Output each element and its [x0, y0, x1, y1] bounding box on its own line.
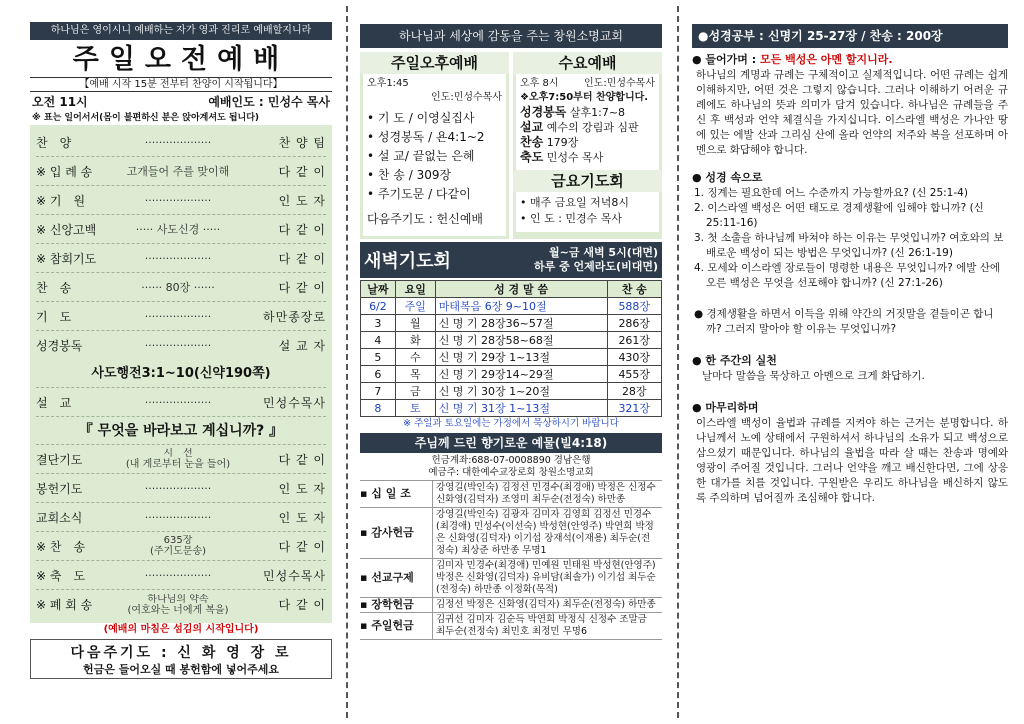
sunday-afternoon-item: • 찬 송 / 309장 — [367, 168, 452, 182]
offering-row — [360, 559, 662, 598]
order-detail — [100, 448, 256, 470]
wednesday-time: 오후 8시 — [520, 78, 559, 89]
service-time-row — [30, 94, 332, 111]
wednesday-item-value: 179장 — [546, 136, 579, 149]
table-cell: 430장 — [607, 349, 662, 366]
order-row — [36, 128, 326, 157]
wednesday-item-value: 살후1:7~8 — [569, 106, 626, 119]
table-cell: 신 명 기 29장 1~13절 — [435, 349, 607, 366]
order-person: 다 같 이 — [278, 280, 326, 295]
wednesday-item-value: 민성수 목사 — [546, 151, 604, 164]
study-banner: ●성경공부 : 신명기 25-27장 / 찬송 : 200장 — [692, 24, 1008, 48]
offering-instruction: 헌금은 들어오실 때 봉헌함에 넣어주세요 — [83, 663, 279, 676]
order-dots: ··················· — [144, 395, 212, 409]
intro-heading — [692, 52, 1008, 68]
bible-study-column — [692, 0, 1008, 724]
service-time: 오전 11시 — [32, 95, 88, 109]
table-row — [361, 400, 662, 417]
table-row — [361, 332, 662, 349]
order-row — [36, 157, 326, 186]
sunday-afternoon-next: 다음주기도 : 헌신예배 — [367, 212, 484, 226]
order-row — [36, 215, 326, 244]
order-detail-main: 시 선 — [163, 448, 193, 459]
week-practice-text: 날마다 말씀을 묵상하고 아멘으로 크게 화답하기. — [702, 370, 925, 382]
table-cell: 수 — [395, 349, 435, 366]
wednesday-item — [520, 135, 655, 150]
order-person: 다 같 이 — [278, 164, 326, 179]
table-row — [361, 349, 662, 366]
order-row — [36, 445, 326, 474]
order-person: 하만종장로 — [263, 309, 326, 324]
offering-label: ▪ 주일헌금 — [360, 619, 414, 632]
offering-names: 강영길(박인숙) 김정선 민경수(최경애) 박정은 신정수 신화영(김덕자) 조영미 최두순(전정숙) 하만종 — [432, 481, 662, 507]
next-prayer-leader: 다음주기도 : 신 화 영 장 로 — [70, 645, 292, 661]
order-row — [36, 244, 326, 273]
sunday-afternoon-time: 오후1:45 — [367, 78, 409, 89]
wednesday-item-key: 설교 — [520, 120, 544, 134]
closing-text: 이스라엘 백성이 율법과 규례를 지켜야 하는 근거는 분명합니다. 하나님께서 노예 상태에서 구원하셔서 하나님의 소유가 되고 백성으로 삼으셨기 때문입니다. 하나님의 율법을 따라 살 때는 찬송과 명예와 영광이 주어질 것입니다. 그러나 언약을 깨고 배신한다면, 그에 상응한 대가를 치를 것입니다. 구원받은 우리도 하나님을 배신하지 않도록 주의하며 넘어질까 조심해야 합니다. — [696, 417, 1008, 504]
order-label: 설 교 — [36, 395, 72, 410]
wednesday-item-key: 찬송 — [520, 135, 544, 149]
table-row — [361, 298, 662, 315]
wednesday-item — [520, 105, 655, 120]
table-row — [361, 315, 662, 332]
order-person: 민성수목사 — [263, 568, 326, 583]
study-question: 1. 징계는 필요한데 어느 수준까지 가능할까요? (신 25:1-4) — [694, 187, 968, 199]
order-label: 성경봉독 — [36, 339, 83, 353]
order-person: 민성수목사 — [263, 395, 326, 410]
order-label: 기 도 — [36, 309, 72, 324]
offering-label: ▪ 장학헌금 — [360, 598, 414, 611]
order-dots: ··················· — [144, 339, 212, 352]
table-cell: 신 명 기 30장 1~20절 — [435, 383, 607, 400]
order-person: 인 도 자 — [278, 193, 326, 208]
study-question: 4. 모세와 이스라엘 장로들이 명령한 내용은 무엇입니까? 에발 산에 오른 백성은 무엇을 선포해야 합니까? (신 27:1-26) — [694, 262, 1001, 289]
order-detail-main: 635장 — [163, 535, 193, 546]
closing-heading: ● 마무리하며 — [692, 401, 759, 414]
order-person: 찬 양 팀 — [278, 135, 326, 150]
order-dots: ··················· — [144, 309, 212, 323]
week-practice-heading: ● 한 주간의 실천 — [692, 354, 777, 367]
wednesday-box — [513, 52, 662, 239]
table-cell: 신 명 기 31장 1~13절 — [435, 400, 607, 417]
table-cell: 주일 — [395, 298, 435, 315]
sunday-afternoon-item: • 기 도 / 이영실집사 — [367, 111, 475, 125]
intro-text: 하나님의 계명과 규례는 구체적이고 실제적입니다. 어떤 규례는 쉽게 이해하지만, 어떤 것은 그렇지 않습니다. 그러나 이해하기 어려운 규례에도 하나님의 뜻과 의미가 담겨 있습니다. 하나님은 규례들을 주신 후 백성과 언약 체결식을 가지십니다. 이스라엘 백성은 가나안 땅에 있는 에발 산과 그리심 산에 올라 언약의 저주와 복을 선포하며 아멘으로 화답해야 합니다. — [696, 69, 1008, 156]
table-cell: 월 — [395, 315, 435, 332]
order-row — [36, 302, 326, 331]
offering-label: ▪ 십 일 조 — [360, 487, 411, 500]
next-week-box — [30, 639, 332, 679]
order-detail-sub: (내 게로부터 눈을 들어) — [125, 459, 231, 470]
order-dots: ··················· — [144, 510, 212, 524]
order-dots: ····· 사도신경 ····· — [135, 223, 221, 236]
order-person: 설 교 자 — [278, 339, 326, 353]
order-person: 인 도 자 — [278, 510, 326, 525]
offering-label: ▪ 선교구제 — [360, 571, 414, 584]
offering-names: 김귀선 김미자 김순득 박연희 박정식 신정수 조말금 최두순(전정숙) 최민호 최정민 무명6 — [432, 613, 662, 639]
dawn-prayer-header — [360, 242, 662, 278]
table-cell: 5 — [361, 349, 396, 366]
sunday-afternoon-item: • 주기도문 / 다같이 — [367, 187, 471, 201]
order-row — [36, 532, 326, 561]
order-label: ※ 폐 회 송 — [36, 598, 93, 612]
praise-start-note: 【예배 시작 15분 전부터 찬양이 시작됩니다】 — [30, 77, 332, 92]
order-detail — [100, 594, 256, 616]
offering-row — [360, 508, 662, 559]
order-person: 인 도 자 — [278, 481, 326, 496]
extra-question: ● 경제생활을 하면서 이득을 위해 약간의 거짓말을 곁들이곤 합니까? 그러지 말아야 할 이유는 무엇입니까? — [694, 308, 994, 335]
order-detail-sub: (여호와는 너에게 복을) — [127, 604, 229, 616]
offering-names: 김정선 박정은 신화영(김덕자) 최두순(전정숙) 하만종 — [432, 598, 662, 612]
table-cell: 신 명 기 28장58~68절 — [435, 332, 607, 349]
table-row — [361, 366, 662, 383]
order-dots: ··················· — [144, 193, 212, 207]
services-column — [360, 0, 662, 724]
order-person: 다 같 이 — [278, 598, 326, 612]
order-label: ※ 신앙고백 — [36, 222, 97, 237]
dawn-reading-table — [360, 280, 662, 417]
table-cell: 286장 — [607, 315, 662, 332]
order-row — [36, 331, 326, 360]
verse-banner: 하나님은 영이시니 예배하는 자가 영과 진리로 예배할지니라 — [30, 22, 332, 40]
order-detail-sub: (주기도문송) — [149, 546, 207, 557]
scripture-reference: 사도행전3:1~10(신약190쪽) — [36, 360, 326, 388]
order-row — [36, 503, 326, 532]
offering-holder: 예금주: 대한예수교장로회 창원소명교회 — [428, 467, 594, 478]
offering-names: 김미자 민경수(최경애) 민예원 민태원 박성현(안영주) 박정은 신화영(김덕자) 유비담(최솔가) 이기섭 최두순(전정숙) 하만종 이정화(목적) — [432, 559, 662, 597]
wednesday-item-key: 성경봉독 — [520, 105, 567, 119]
order-label: 찬 양 — [36, 135, 72, 150]
wednesday-title: 수요예배 — [513, 52, 662, 74]
church-banner: 하나님과 세상에 감동을 주는 창원소명교회 — [360, 24, 662, 48]
table-cell: 261장 — [607, 332, 662, 349]
order-label: ※ 찬 송 — [36, 539, 86, 554]
offering-row — [360, 598, 662, 613]
order-row — [36, 273, 326, 302]
order-dots: 고개들어 주를 맞이해 — [126, 165, 230, 178]
table-cell: 3 — [361, 315, 396, 332]
order-label: 봉헌기도 — [36, 481, 83, 496]
wednesday-item-value: 예수의 강림과 심판 — [546, 121, 639, 134]
order-dots: ··················· — [144, 251, 212, 265]
table-cell: 신 명 기 28장36~57절 — [435, 315, 607, 332]
friday-item: • 매주 금요일 저녁8시 — [520, 196, 629, 209]
dawn-schedule-2: 하루 중 언제라도(비대면) — [534, 260, 658, 273]
page-title: 주일오전예배 — [72, 44, 290, 75]
dawn-prayer-title: 새벽기도회 — [364, 251, 451, 272]
sunday-afternoon-item: • 성경봉독 / 욘4:1~2 — [367, 130, 485, 144]
table-header-cell: 성 경 말 씀 — [435, 281, 607, 298]
offering-account: 헌금계좌:688-07-0008890 경남은행 — [431, 455, 591, 466]
table-cell: 4 — [361, 332, 396, 349]
friday-item: • 인 도 : 민경수 목사 — [520, 212, 623, 225]
order-dots: ··················· — [144, 481, 212, 495]
table-cell: 588장 — [607, 298, 662, 315]
order-label: ※ 축 도 — [36, 568, 86, 583]
table-cell: 화 — [395, 332, 435, 349]
table-header-cell: 찬 송 — [607, 281, 662, 298]
wednesday-praise-note: ❖오후7:50부터 찬양합니다. — [520, 92, 649, 103]
order-label: ※ 입 례 송 — [36, 164, 93, 179]
order-row-sermon — [36, 388, 326, 417]
table-cell: 7 — [361, 383, 396, 400]
closing-note: (예배의 마침은 섬김의 시작입니다) — [103, 624, 259, 635]
sunday-afternoon-box — [360, 52, 509, 239]
sermon-title: 『 무엇을 바라보고 계십니까? 』 — [36, 417, 326, 445]
order-label: 교회소식 — [36, 510, 83, 525]
service-leader: 예배인도 : 민성수 목사 — [208, 95, 330, 109]
order-row — [36, 186, 326, 215]
offering-row — [360, 613, 662, 640]
order-label: ※ 참회기도 — [36, 251, 97, 266]
table-cell: 6/2 — [361, 298, 396, 315]
table-cell: 6 — [361, 366, 396, 383]
order-detail-main: 하나님의 약속 — [147, 593, 209, 605]
table-cell: 마태복음 6장 9~10절 — [435, 298, 607, 315]
study-question: 3. 첫 소출을 하나님께 바쳐야 하는 이유는 무엇입니까? 여호와의 보배로운 백성이 되는 방법은 무엇입니까? (신 26:1-19) — [694, 232, 1004, 259]
order-person: 다 같 이 — [278, 251, 326, 266]
wednesday-item — [520, 120, 655, 135]
standing-note: ※ 표는 일어서서(몸이 불편하신 분은 앉아계셔도 됩니다) — [32, 113, 260, 123]
sunday-afternoon-item: • 설 교/ 끝없는 은혜 — [367, 149, 475, 163]
intro-label: ● 들어가며 : — [692, 53, 760, 66]
wednesday-item — [520, 150, 655, 165]
dawn-schedule-1: 월~금 새벽 5시(대면) — [549, 246, 658, 259]
friday-title: 금요기도회 — [513, 170, 662, 192]
wednesday-item-key: 축도 — [520, 150, 544, 164]
table-row — [361, 383, 662, 400]
offering-row — [360, 481, 662, 508]
table-cell: 455장 — [607, 366, 662, 383]
order-row — [36, 474, 326, 503]
order-dots: ··················· — [144, 135, 212, 149]
order-person: 다 같 이 — [278, 539, 326, 554]
order-label: ※ 기 원 — [36, 193, 86, 208]
study-heading: ● 성경 속으로 — [692, 171, 763, 184]
table-cell: 목 — [395, 366, 435, 383]
order-dots: ······ 80장 ······ — [141, 281, 215, 294]
offering-label: ▪ 감사헌금 — [360, 526, 414, 539]
order-dots: ··················· — [144, 568, 212, 582]
order-row — [36, 590, 326, 619]
table-cell: 토 — [395, 400, 435, 417]
wednesday-leader: 인도:민성수목사 — [584, 78, 655, 89]
sunday-morning-column — [30, 0, 332, 724]
order-of-worship — [30, 125, 332, 623]
study-question: 2. 이스라엘 백성은 어떤 태도로 경제생활에 임해야 합니까? (신 25:11-16) — [694, 202, 984, 229]
table-cell: 신 명 기 29장14~29절 — [435, 366, 607, 383]
order-person: 다 같 이 — [278, 452, 326, 467]
table-cell: 8 — [361, 400, 396, 417]
offering-title: 주님께 드린 향기로운 예물(빌4:18) — [360, 433, 662, 453]
intro-highlight: 모든 백성은 아멘 할지니라. — [760, 53, 893, 66]
table-header-cell: 날짜 — [361, 281, 396, 298]
order-row — [36, 561, 326, 590]
table-cell: 321장 — [607, 400, 662, 417]
sunday-afternoon-leader: 인도:민성수목사 — [431, 92, 502, 103]
order-detail — [100, 535, 256, 557]
table-header-cell: 요일 — [395, 281, 435, 298]
sunday-afternoon-title: 주일오후예배 — [360, 52, 509, 74]
table-cell: 28장 — [607, 383, 662, 400]
order-person: 다 같 이 — [278, 222, 326, 237]
order-label: 결단기도 — [36, 452, 83, 467]
offering-names: 강영길(박인숙) 김광자 김미자 김영희 김정선 민경수(최경애) 민성수(이선숙) 박성현(안영주) 박연희 박정은 신화영(김덕자) 이기섭 장재석(이재용) 최두순(전정숙) 최상준 하만종 무명1 — [432, 508, 662, 558]
table-cell: 금 — [395, 383, 435, 400]
order-label: 찬 송 — [36, 280, 72, 295]
table-note: ※ 주일과 토요일에는 가정에서 묵상하시기 바랍니다 — [403, 418, 619, 429]
